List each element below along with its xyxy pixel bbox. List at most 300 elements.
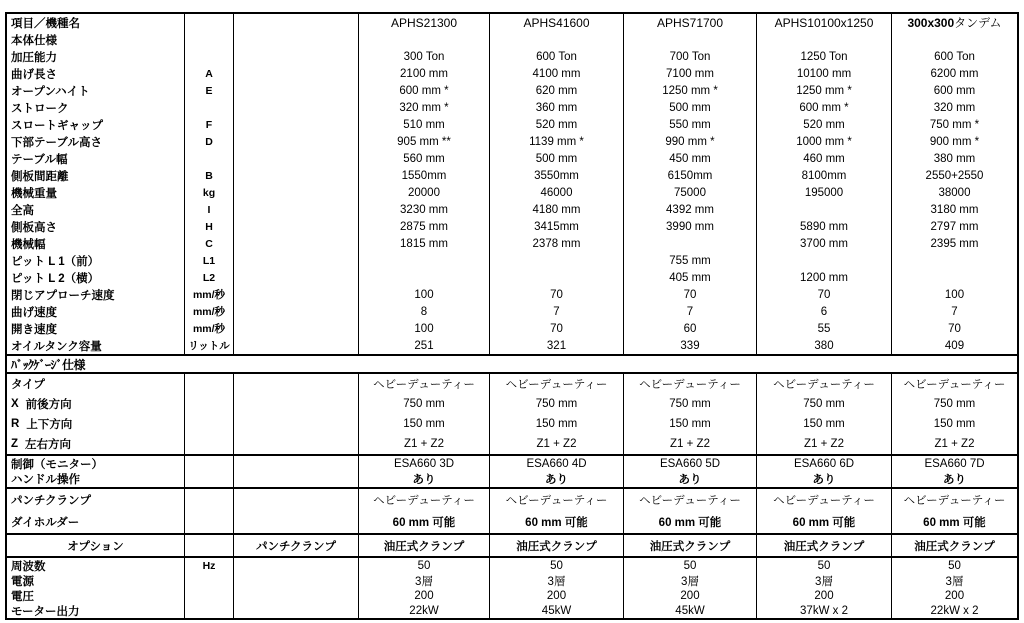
unit-cell [185, 99, 234, 116]
spec-label-cell [7, 133, 185, 150]
spec-label-cell [7, 456, 185, 472]
value-cell: 700 Ton [624, 48, 757, 65]
value-cell: 油圧式クランプ [490, 535, 624, 556]
table-row [7, 286, 1017, 303]
value-cell: 200 [359, 588, 490, 603]
value-cell: 50 [757, 558, 892, 573]
extra-cell [234, 48, 359, 65]
value-cell: 50 [948, 559, 961, 572]
extra-cell [234, 82, 359, 99]
value-cell: 10100 mm [757, 65, 892, 82]
unit-cell: A [185, 65, 234, 82]
unit-cell: C [185, 235, 234, 252]
value-cell: 320 mm * [359, 99, 490, 116]
extra-cell [234, 133, 359, 150]
value-cell: ヘビーデューティー [757, 489, 892, 511]
value-cell: あり [943, 474, 966, 487]
spec-label-cell [7, 374, 185, 394]
value-cell: 2395 mm [930, 237, 979, 250]
value-cell: 1815 mm [359, 235, 490, 252]
spec-label: 側板高さ [11, 221, 57, 234]
unit-cell: mm/秒 [185, 303, 234, 320]
spec-label: 加圧能力 [11, 51, 57, 64]
extra-cell [234, 558, 359, 573]
value-cell [359, 31, 490, 48]
value-cell: 1200 mm [757, 269, 892, 286]
table-row [7, 303, 1017, 320]
value-cell: ESA660 3D [359, 456, 490, 472]
value-cell: 60 mm 可能 [757, 511, 892, 533]
value-cell: 3180 mm [930, 203, 979, 216]
clamp-section [7, 487, 1017, 533]
value-cell: 750 mm [624, 394, 757, 414]
spec-label-cell [7, 218, 185, 235]
unit-cell: F [185, 116, 234, 133]
table-row [7, 394, 1017, 414]
spec-label: ダイホルダー [11, 517, 80, 529]
value-cell: 750 mm [490, 394, 624, 414]
value-cell: 380 [757, 337, 892, 354]
model-name-header [359, 14, 490, 31]
table-row [7, 320, 1017, 337]
value-cell: 60 [624, 320, 757, 337]
value-cell: 22kW [359, 603, 490, 618]
value-cell: 200 [757, 588, 892, 603]
value-cell: 100 [359, 286, 490, 303]
spec-label: 前後方向 [25, 399, 72, 411]
value-cell: 2550+2550 [925, 169, 984, 182]
unit-cell: L2 [185, 269, 234, 286]
value-cell: 3層 [490, 573, 624, 588]
spec-label: ピット L 1（前） [11, 255, 100, 268]
value-cell: 320 mm [933, 101, 976, 114]
value-cell: 750 mm [757, 394, 892, 414]
value-cell: あり [757, 472, 892, 488]
value-cell [892, 269, 1017, 286]
spec-label: モーター出力 [11, 605, 80, 618]
value-cell: 50 [490, 558, 624, 573]
spec-label: オイルタンク容量 [11, 340, 102, 353]
spec-label: 曲げ長さ [11, 68, 57, 81]
spec-label-cell [7, 82, 185, 99]
table-row [7, 184, 1017, 201]
table-row [7, 472, 1017, 488]
value-cell: 450 mm [624, 150, 757, 167]
value-cell: 1139 mm * [490, 133, 624, 150]
table-row [7, 167, 1017, 184]
unit-cell [185, 535, 234, 556]
spec-label: ピット L 2（横） [11, 272, 100, 285]
spec-label: 周波数 [11, 560, 46, 573]
value-cell: 251 [359, 337, 490, 354]
page-title: 項目／機種名 [11, 17, 80, 30]
spec-label-cell [7, 235, 185, 252]
value-cell: 70 [624, 286, 757, 303]
unit-cell [185, 588, 234, 603]
spec-label: スロートギャップ [11, 119, 103, 132]
spec-label-cell [7, 167, 185, 184]
model-name-header [757, 14, 892, 31]
value-cell: 2797 mm [930, 220, 979, 233]
value-cell: 60 mm 可能 [490, 511, 624, 533]
table-row [7, 573, 1017, 588]
value-cell: 3990 mm [624, 218, 757, 235]
value-cell: 6 [757, 303, 892, 320]
table-row [7, 252, 1017, 269]
unit-cell [185, 374, 234, 394]
unit-cell [185, 573, 234, 588]
spec-label-cell [7, 99, 185, 116]
extra-cell [234, 218, 359, 235]
spec-label-cell [7, 252, 185, 269]
backgauge-section-header [7, 354, 1017, 372]
spec-label: 機械幅 [11, 238, 46, 251]
value-cell: 60 mm 可能 [359, 511, 490, 533]
value-cell: 3層 [359, 573, 490, 588]
extra-cell [234, 320, 359, 337]
spec-label: テーブル幅 [11, 153, 68, 166]
extra-cell [234, 394, 359, 414]
table-row [7, 116, 1017, 133]
value-cell: 510 mm [359, 116, 490, 133]
value-cell: 70 [757, 286, 892, 303]
spec-label: 全高 [11, 204, 34, 217]
extra-cell [234, 303, 359, 320]
value-cell: ヘビーデューティー [624, 374, 757, 394]
value-cell [359, 252, 490, 269]
spec-label-cell [7, 588, 185, 603]
table-row [7, 588, 1017, 603]
value-cell: Z1 + Z2 [934, 438, 975, 450]
spec-label-cell [7, 603, 185, 618]
extra-cell [234, 573, 359, 588]
spec-label: タイプ [11, 379, 45, 391]
spec-label-cell [7, 65, 185, 82]
extra-cell: パンチクランプ [234, 535, 359, 556]
main-spec-section [7, 14, 1017, 354]
value-cell: 1250 mm * [757, 82, 892, 99]
value-cell: 100 [359, 320, 490, 337]
value-cell: 150 mm [933, 418, 976, 430]
spec-label-cell [7, 558, 185, 573]
value-cell: 755 mm [624, 252, 757, 269]
extra-cell [234, 286, 359, 303]
table-row [7, 414, 1017, 434]
spec-label-cell [7, 269, 185, 286]
value-cell: 2378 mm [490, 235, 624, 252]
backgauge-title: ﾊﾞｯｸｹﾞｰｼﾞ仕様 [11, 357, 86, 372]
unit-cell [185, 31, 234, 48]
spec-label: 側板間距離 [11, 170, 69, 183]
value-cell [624, 235, 757, 252]
value-cell: ヘビーデューティー [359, 374, 490, 394]
unit-cell [185, 14, 234, 31]
spec-label-cell [7, 286, 185, 303]
table-row [7, 99, 1017, 116]
spec-label: 閉じアプローチ速度 [11, 289, 115, 302]
value-cell: 750 mm [933, 398, 976, 410]
extra-cell [234, 472, 359, 488]
extra-cell [234, 65, 359, 82]
spec-label-cell [7, 511, 185, 533]
value-cell: 2100 mm [359, 65, 490, 82]
value-cell: 620 mm [490, 82, 624, 99]
value-cell: 1550mm [359, 167, 490, 184]
value-cell: 3層 [945, 575, 964, 588]
power-section [7, 556, 1017, 618]
value-cell: 900 mm * [929, 135, 980, 148]
spec-label: 左右方向 [25, 439, 72, 451]
spec-label: 機械重量 [11, 187, 57, 200]
extra-cell [234, 235, 359, 252]
value-cell: 905 mm ** [359, 133, 490, 150]
model-name-header [624, 14, 757, 31]
unit-cell: B [185, 167, 234, 184]
spec-label-cell [7, 303, 185, 320]
unit-cell: Hz [185, 558, 234, 573]
axis-letter: Z [11, 438, 19, 450]
spec-label: ストローク [11, 102, 69, 115]
table-row [7, 235, 1017, 252]
spec-label-cell [7, 116, 185, 133]
value-cell: 60 mm 可能 [624, 511, 757, 533]
value-cell: 6150mm [624, 167, 757, 184]
model-name: APHS71700 [656, 15, 724, 30]
value-cell: 150 mm [490, 414, 624, 434]
unit-cell: リットル [185, 337, 234, 354]
extra-cell [234, 252, 359, 269]
table-row [7, 269, 1017, 286]
value-cell: 3550mm [490, 167, 624, 184]
value-cell: 321 [490, 337, 624, 354]
spec-label: 電源 [11, 575, 34, 588]
value-cell: 6200 mm [930, 67, 979, 80]
value-cell: 750 mm [359, 394, 490, 414]
unit-cell: E [185, 82, 234, 99]
spec-label-cell [7, 320, 185, 337]
spec-label-cell [7, 14, 185, 31]
value-cell: 500 mm [624, 99, 757, 116]
spec-label-cell [7, 414, 185, 434]
value-cell: 50 [359, 558, 490, 573]
value-cell: ヘビーデューティー [624, 489, 757, 511]
spec-label-cell [7, 184, 185, 201]
value-cell: 600 mm * [359, 82, 490, 99]
extra-cell [234, 414, 359, 434]
spec-label-cell [7, 337, 185, 354]
value-cell [757, 201, 892, 218]
value-cell: 5890 mm [757, 218, 892, 235]
value-cell: 600 Ton [490, 48, 624, 65]
spec-label: オープンハイト [11, 85, 90, 98]
value-cell: 70 [490, 286, 624, 303]
spec-label: 開き速度 [11, 323, 57, 336]
extra-cell [234, 201, 359, 218]
table-row [7, 48, 1017, 65]
value-cell: 200 [944, 589, 965, 602]
value-cell: ヘビーデューティー [490, 489, 624, 511]
value-cell: 60 mm 可能 [923, 517, 986, 529]
extra-cell [234, 31, 359, 48]
value-cell: 3415mm [490, 218, 624, 235]
spec-label: パンチクランプ [11, 495, 92, 507]
table-row [7, 337, 1017, 354]
value-cell: 195000 [757, 184, 892, 201]
unit-cell: I [185, 201, 234, 218]
table-row [7, 374, 1017, 394]
table-row [7, 65, 1017, 82]
spec-label-cell [7, 48, 185, 65]
value-cell: 150 mm [624, 414, 757, 434]
value-cell: 360 mm [490, 99, 624, 116]
spec-table [5, 12, 1019, 620]
table-row [7, 201, 1017, 218]
value-cell: 45kW [624, 603, 757, 618]
value-cell: 70 [948, 322, 961, 335]
value-cell: 38000 [938, 186, 971, 199]
value-cell [359, 269, 490, 286]
value-cell: ヘビーデューティー [490, 374, 624, 394]
value-cell: 46000 [490, 184, 624, 201]
unit-cell [185, 489, 234, 511]
value-cell: 520 mm [757, 116, 892, 133]
value-cell: 1000 mm * [757, 133, 892, 150]
axis-letter: R [11, 418, 20, 430]
unit-cell: mm/秒 [185, 286, 234, 303]
model-bold-prefix: 300x300 [907, 15, 955, 30]
extra-cell [234, 374, 359, 394]
value-cell: 4100 mm [490, 65, 624, 82]
unit-cell: D [185, 133, 234, 150]
value-cell: ESA660 4D [490, 456, 624, 472]
extra-cell [234, 116, 359, 133]
spec-label-cell [7, 394, 185, 414]
unit-cell: kg [185, 184, 234, 201]
unit-cell [185, 472, 234, 488]
value-cell: 750 mm * [929, 118, 980, 131]
unit-cell [185, 414, 234, 434]
table-row [7, 535, 1017, 556]
value-cell: Z1 + Z2 [359, 434, 490, 454]
unit-cell [185, 150, 234, 167]
value-cell: 380 mm [933, 152, 976, 165]
value-cell: ESA660 6D [757, 456, 892, 472]
value-cell [757, 252, 892, 269]
extra-cell [234, 511, 359, 533]
table-row [7, 82, 1017, 99]
extra-cell [234, 588, 359, 603]
unit-cell: mm/秒 [185, 320, 234, 337]
spec-label-cell [7, 31, 185, 48]
spec-label-cell [7, 489, 185, 511]
value-cell: 600 Ton [934, 50, 975, 63]
spec-label-cell [7, 573, 185, 588]
table-row [7, 150, 1017, 167]
value-cell: 200 [624, 588, 757, 603]
value-cell: 150 mm [359, 414, 490, 434]
unit-cell [185, 48, 234, 65]
models-header-row [7, 14, 1017, 31]
value-cell: 520 mm [490, 116, 624, 133]
spec-label-cell [7, 472, 185, 488]
value-cell: ヘビーデューティー [903, 495, 1006, 507]
value-cell: Z1 + Z2 [490, 434, 624, 454]
value-cell [624, 31, 757, 48]
model-name-header [490, 14, 624, 31]
extra-cell [234, 150, 359, 167]
value-cell: 20000 [359, 184, 490, 201]
value-cell: 37kW x 2 [757, 603, 892, 618]
unit-cell [185, 394, 234, 414]
value-cell: 200 [490, 588, 624, 603]
extra-cell [234, 434, 359, 454]
unit-cell [185, 434, 234, 454]
value-cell: 70 [490, 320, 624, 337]
extra-cell [234, 167, 359, 184]
spec-label-cell [7, 434, 185, 454]
value-cell: 4180 mm [490, 201, 624, 218]
spec-label: 曲げ速度 [11, 306, 57, 319]
spec-label-cell [7, 150, 185, 167]
value-cell: 75000 [624, 184, 757, 201]
value-cell: ヘビーデューティー [903, 379, 1006, 391]
value-cell [892, 31, 1017, 48]
extra-cell [234, 184, 359, 201]
value-cell: 460 mm [757, 150, 892, 167]
control-section [7, 454, 1017, 487]
table-row [7, 218, 1017, 235]
table-row [7, 456, 1017, 472]
spec-label: ハンドル操作 [11, 474, 80, 487]
spec-label: オプション [67, 540, 124, 553]
spec-label: 下部テーブル高さ [11, 136, 102, 149]
value-cell: 405 mm [624, 269, 757, 286]
extra-cell [234, 489, 359, 511]
value-cell: 3層 [624, 573, 757, 588]
value-cell: 7 [624, 303, 757, 320]
unit-cell: H [185, 218, 234, 235]
value-cell: 油圧式クランプ [914, 540, 995, 553]
value-cell: 3層 [757, 573, 892, 588]
value-cell: 油圧式クランプ [359, 535, 490, 556]
value-cell: ESA660 7D [924, 457, 985, 470]
value-cell: 600 mm * [757, 99, 892, 116]
value-cell: Z1 + Z2 [624, 434, 757, 454]
axis-letter: X [11, 398, 19, 410]
extra-cell [234, 456, 359, 472]
value-cell: 45kW [490, 603, 624, 618]
option-section [7, 533, 1017, 556]
value-cell [490, 252, 624, 269]
table-row [7, 558, 1017, 573]
value-cell [892, 252, 1017, 269]
value-cell: 4392 mm [624, 201, 757, 218]
model-name: APHS21300 [390, 15, 458, 30]
value-cell: 55 [757, 320, 892, 337]
value-cell: 3700 mm [757, 235, 892, 252]
value-cell: あり [359, 472, 490, 488]
value-cell: 7 [490, 303, 624, 320]
value-cell: 8100mm [757, 167, 892, 184]
value-cell: 500 mm [490, 150, 624, 167]
model-name-header [892, 14, 1017, 31]
value-cell: 22kW x 2 [930, 604, 979, 617]
value-cell: 600 mm [933, 84, 976, 97]
table-row [7, 603, 1017, 618]
table-row [7, 511, 1017, 533]
table-row [7, 489, 1017, 511]
value-cell: 8 [359, 303, 490, 320]
